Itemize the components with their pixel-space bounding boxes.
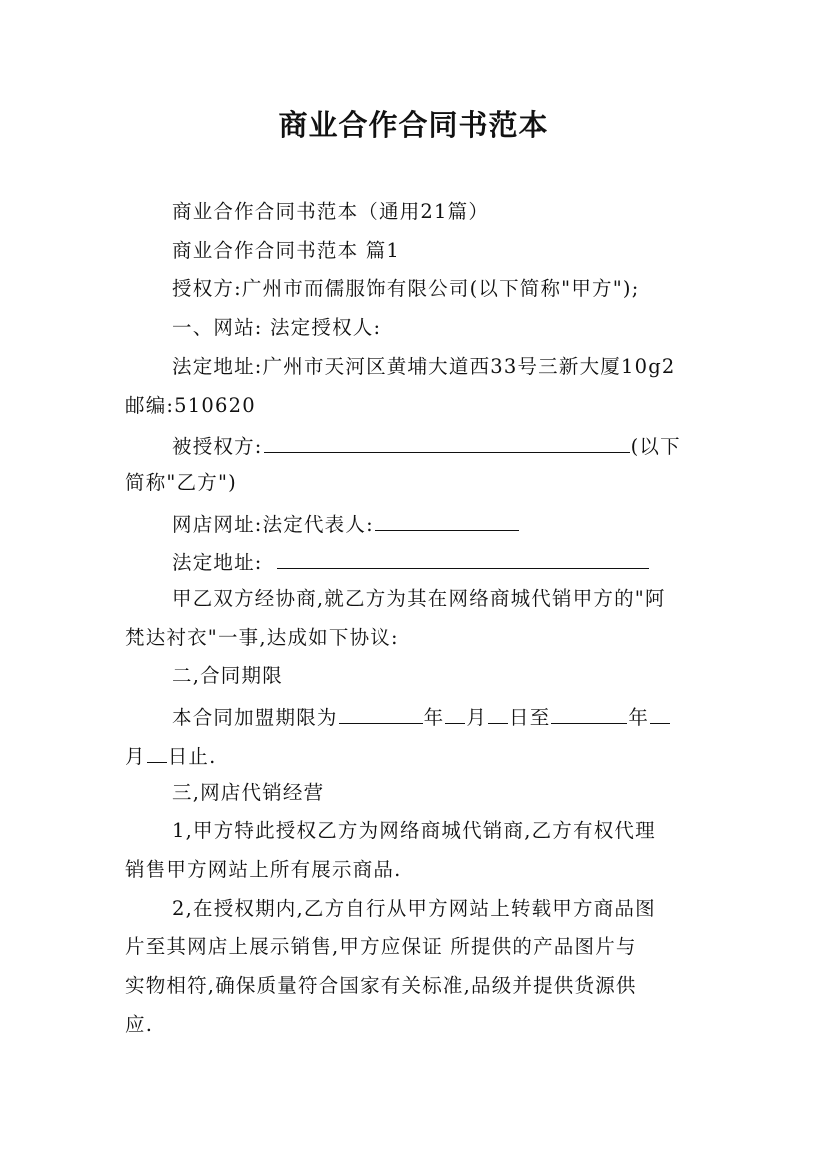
start-month-blank	[445, 703, 465, 724]
representative-blank	[375, 510, 519, 531]
clause-2-line-1: 2,在授权期内,乙方自行从甲方网站上转载甲方商品图	[172, 897, 656, 920]
end-month-blank	[650, 703, 670, 724]
agreement-intro-line-2: 梵达衬衣"一事,达成如下协议:	[125, 626, 399, 649]
term-line-2	[125, 742, 217, 769]
store-url-line	[172, 510, 520, 537]
end-year-blank	[551, 703, 627, 724]
grantee-address-blank	[277, 548, 649, 569]
postcode-line: 邮编:510620	[125, 394, 256, 417]
grantor-line: 授权方:广州市而儒服饰有限公司(以下简称"甲方");	[172, 277, 640, 300]
start-day-blank	[488, 703, 508, 724]
grantee-suffix: (以下	[630, 435, 681, 458]
subtitle-line: 商业合作合同书范本（通用21篇）	[172, 200, 490, 223]
end-year-label: 年	[628, 706, 650, 729]
section-operation-heading: 三,网店代销经营	[172, 781, 325, 804]
agreement-intro-line-1: 甲乙双方经协商,就乙方为其在网络商城代销甲方的"阿	[172, 587, 666, 610]
website-line: 一、网站: 法定授权人:	[172, 316, 382, 339]
grantee-label: 被授权方:	[172, 435, 263, 458]
grantee-address-line	[172, 548, 650, 575]
document-title: 商业合作合同书范本	[278, 108, 549, 142]
end-day-label: 日止.	[167, 745, 217, 768]
grantee-blank	[264, 432, 630, 453]
grantee-address-label: 法定地址:	[172, 551, 263, 574]
store-url-label: 网店网址:法定代表人:	[172, 513, 374, 536]
term-line-1	[172, 703, 671, 730]
section-heading: 商业合作合同书范本 篇1	[172, 239, 401, 262]
term-prefix: 本合同加盟期限为	[172, 706, 338, 729]
year-label: 年	[423, 706, 445, 729]
month-label: 月	[466, 706, 488, 729]
section-term-heading: 二,合同期限	[172, 664, 283, 687]
grantee-abbrev-line: 简称"乙方")	[125, 471, 237, 494]
clause-1-line-2: 销售甲方网站上所有展示商品.	[125, 858, 402, 881]
day-to-label: 日至	[509, 706, 551, 729]
end-month-label: 月	[125, 745, 146, 768]
grantee-line	[172, 432, 681, 459]
end-day-blank	[147, 742, 167, 763]
clause-1-line-1: 1,甲方特此授权乙方为网络商城代销商,乙方有权代理	[172, 819, 656, 842]
start-year-blank	[339, 703, 423, 724]
clause-2-line-2: 片至其网店上展示销售,甲方应保证 所提供的产品图片与	[125, 935, 637, 958]
legal-address-line: 法定地址:广州市天河区黄埔大道西33号三新大厦10g2	[172, 355, 676, 378]
clause-2-line-4: 应.	[125, 1013, 154, 1036]
clause-2-line-3: 实物相符,确保质量符合国家有关标准,品级并提供货源供	[125, 974, 637, 997]
